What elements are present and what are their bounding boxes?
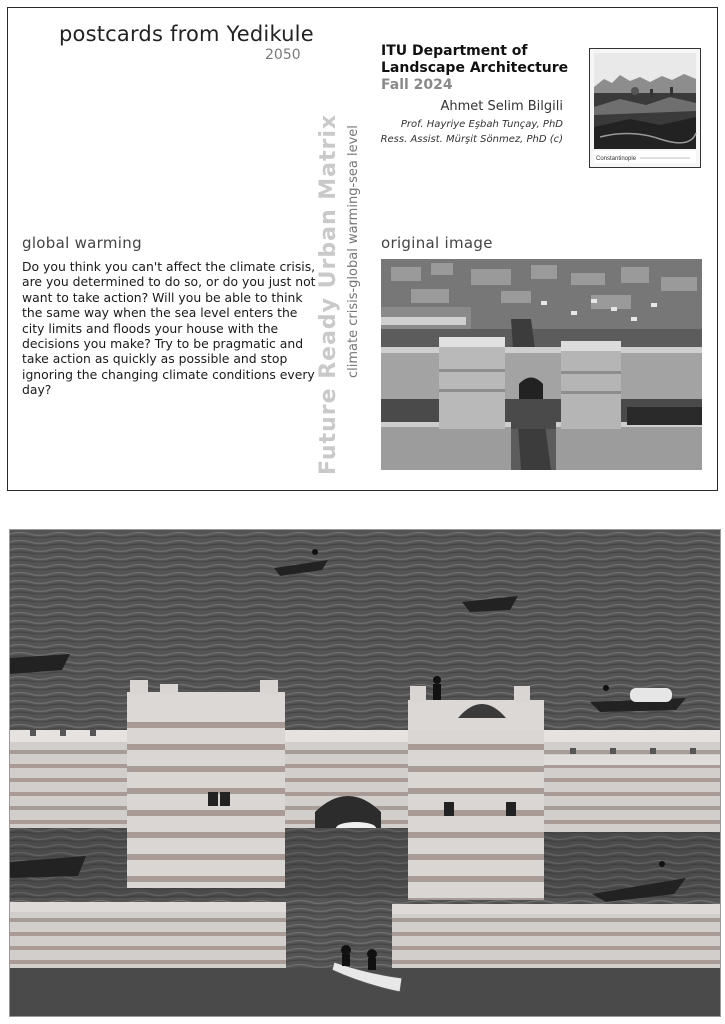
advisor-1: Prof. Hayriye Eşbah Tunçay, PhD — [400, 119, 563, 130]
postcard-title: postcards from Yedikule — [59, 22, 314, 46]
project-title-vertical: Future Ready Urban Matrix — [316, 113, 341, 475]
postcard-year: 2050 — [265, 47, 301, 63]
original-aerial-photo — [381, 259, 702, 470]
term-label: Fall 2024 — [381, 77, 453, 93]
department-name: ITU Department of Landscape Architecture — [381, 43, 569, 76]
original-image-heading: original image — [381, 234, 493, 252]
stamp-image — [589, 48, 701, 168]
postcard-back — [7, 7, 718, 491]
advisor-2: Ress. Assist. Mürşit Sönmez, PhD (c) — [380, 134, 563, 145]
project-subtitle-vertical: climate crisis-global warming-sea level — [346, 125, 361, 378]
global-warming-heading: global warming — [22, 234, 142, 252]
flooded-walls-collage — [9, 529, 721, 1017]
global-warming-text: Do you think you can't affect the climate crisis, are you determined to do so, or do you just not want to take action? Will you be able to think the same way when the sea level enters the city limits and floods your house with the decisions you make? Try to be pragmatic and take action as quickly as possible and stop ignoring the changing climate conditions every day? — [22, 259, 316, 398]
stamp-caption: Constantinople — [596, 156, 637, 162]
author-name: Ahmet Selim Bilgili — [440, 99, 563, 114]
